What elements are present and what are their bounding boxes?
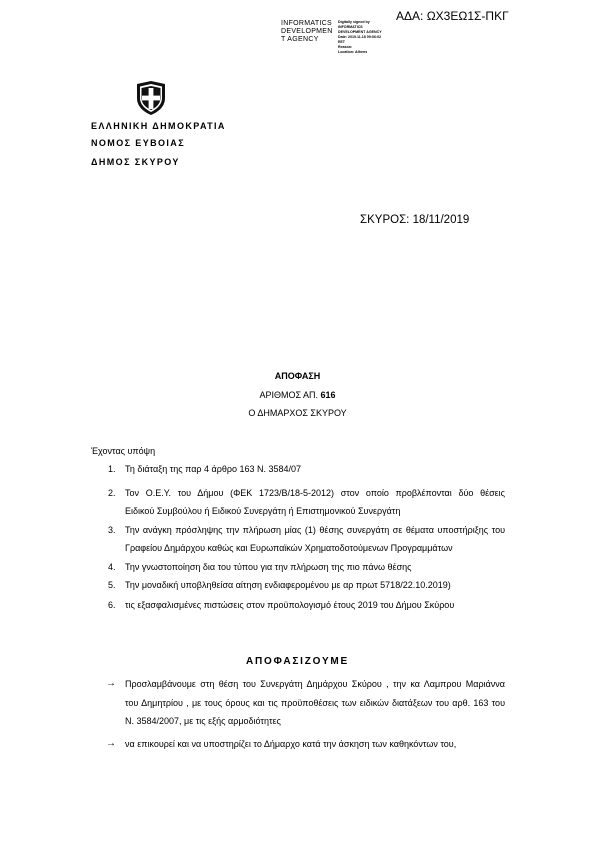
list-item-line: Την ανάγκη πρόσληψης την πλήρωση μίας (1) θέσης συνεργάτη σε θέματα υποστήριξης του [125, 525, 505, 535]
list-item: Τη διάταξη της παρ 4 άρθρο 163 Ν. 3584/07 [125, 464, 302, 474]
decision-number-value: 616 [320, 390, 336, 400]
list-item: τις εξασφαλισμένες πιστώσεις στον προϋπολογισμό έτους 2019 του Δήμου Σκύρου [125, 600, 455, 610]
decide-heading: ΑΠΟΦΑΣΙΖΟΥΜΕ [245, 656, 350, 667]
org-prefecture: ΝΟΜΟΣ ΕΥΒΟΙΑΣ [91, 138, 186, 148]
mayor-title: Ο ΔΗΜΑΡΧΟΣ ΣΚΥΡΟΥ [248, 408, 347, 418]
considering-heading: Έχοντας υπόψη [91, 446, 156, 456]
list-item-number: 3. [108, 525, 116, 535]
list-item-line: Γραφείου Δημάρχου καθώς και Ευρωπαϊκών Χρηματοδοτούμενων Προγραμμάτων [125, 543, 453, 553]
signature-agency-name: INFORMATICS DEVELOPMEN T AGENCY [281, 20, 333, 43]
greek-emblem-icon [134, 80, 168, 116]
document-date: ΣΚΥΡΟΣ: 18/11/2019 [360, 214, 470, 226]
list-item-line: Τον Ο.Ε.Υ. του Δήμου (ΦΕΚ 1723/Β/18-5-2012) στον οποίο προβλέπονται δύο θέσεις [125, 488, 505, 498]
decision-title: ΑΠΟΦΑΣΗ [274, 371, 321, 381]
list-item-number: 1. [108, 464, 116, 474]
list-item: Την μοναδική υποβληθείσα αίτηση ενδιαφερομένου με αρ πρωτ 5718/22.10.2019) [125, 580, 451, 590]
list-item-number: 6. [108, 600, 116, 610]
decision-line: Ν. 3584/2007, με τις εξής αρμοδιότητες [125, 716, 281, 726]
list-item-line: Ειδικού Συμβούλου ή Ειδικού Συνεργάτη ή Επιστημονικού Συνεργάτη [125, 506, 401, 516]
decision-line: να επικουρεί και να υποστηρίζει το Δήμαρχο κατά την άσκηση των καθηκόντων του, [125, 739, 457, 749]
arrow-right-icon: → [106, 738, 116, 749]
list-item-number: 4. [108, 562, 116, 572]
list-item-number: 2. [108, 488, 116, 498]
list-item: Την γνωστοποίηση δια του τύπου για την πλήρωση της πιο πάνω θέσης [125, 562, 412, 572]
ada-code: ΑΔΑ: ΩΧ3ΕΩ1Σ-ΠΚΓ [396, 9, 509, 23]
signature-details: Digitally signed by INFORMATICS DEVELOPMENT AGENCY Date: 2019.11.18 09:06:02 EET Reason: Location: Athens [338, 20, 382, 54]
list-item-number: 5. [108, 580, 116, 590]
org-country: ΕΛΛΗΝΙΚΗ ΔΗΜΟΚΡΑΤΙΑ [91, 121, 226, 131]
decision-number [0, 390, 595, 400]
decision-line: του Δημητρίου , με τους όρους και τις προϋποθέσεις των ειδικών διατάξεων του αρθ. 163 του [125, 698, 505, 708]
decision-number-label: ΑΡΙΘΜΟΣ ΑΠ. [259, 390, 319, 400]
arrow-right-icon: → [106, 678, 116, 689]
decision-line: Προσλαμβάνουμε στη θέση του Συνεργάτη Δημάρχου Σκύρου , την κα Λαμπρου Μαριάννα [125, 679, 505, 689]
org-municipality: ΔΗΜΟΣ ΣΚΥΡΟΥ [91, 157, 180, 167]
